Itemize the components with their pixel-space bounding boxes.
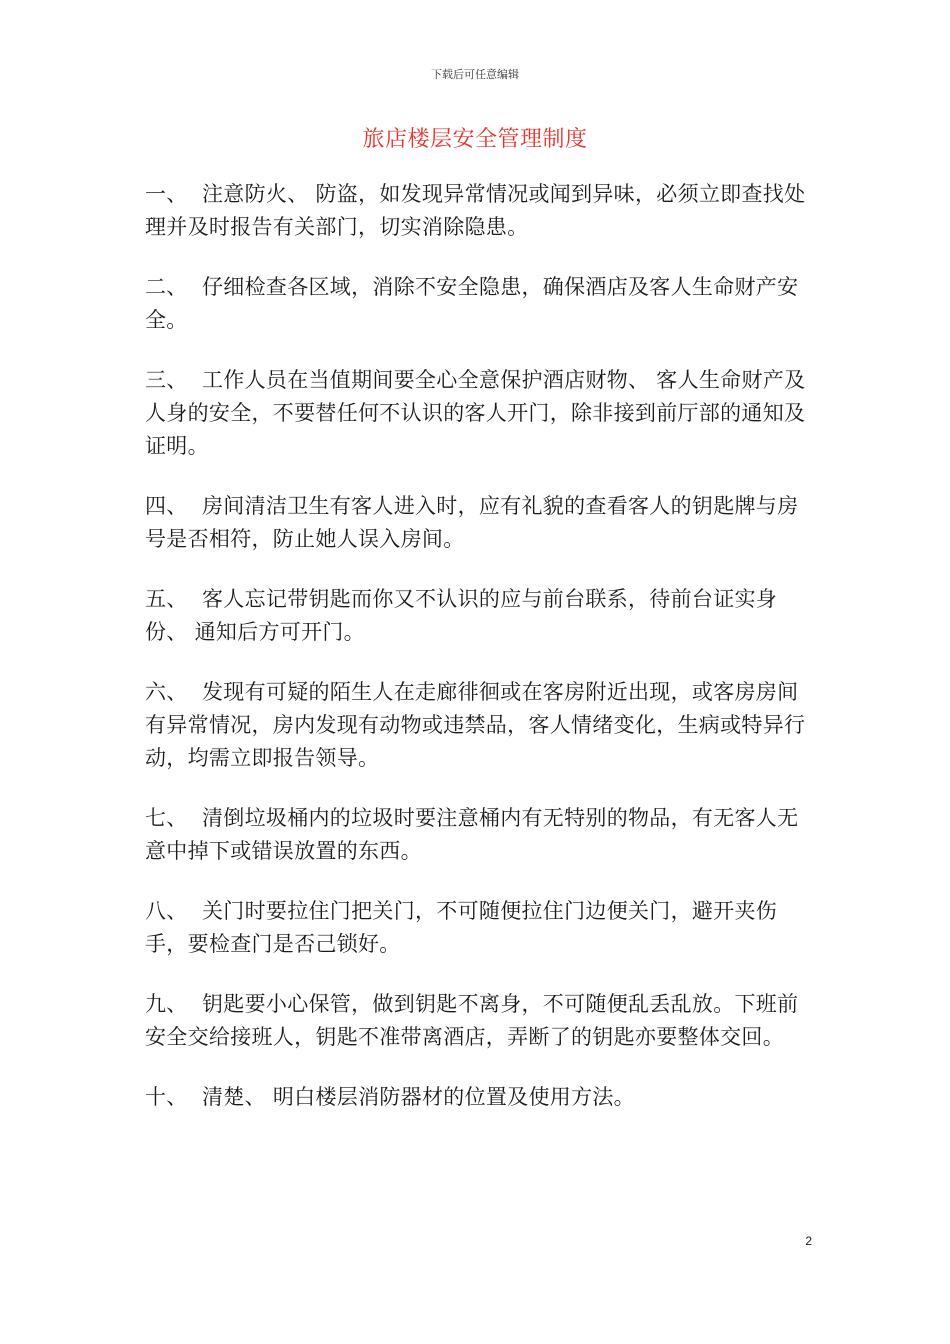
rule-number: 四、	[145, 494, 188, 518]
rule-text: 客人忘记带钥匙而你又不认识的应与前台联系，待前台证实身份、 通知后方可开门。	[145, 587, 778, 644]
rule-item	[145, 676, 810, 775]
header-note: 下载后可任意编辑	[431, 68, 519, 81]
rule-number: 八、	[145, 899, 188, 923]
rule-item	[145, 802, 810, 868]
document-title: 旅店楼层安全管理制度	[362, 127, 588, 152]
rule-item	[145, 178, 810, 244]
page-number: 2	[805, 1234, 812, 1248]
rule-item	[145, 583, 810, 649]
rule-number: 六、	[145, 680, 188, 704]
rule-item	[145, 988, 810, 1054]
rule-number: 九、	[145, 992, 188, 1016]
rule-item	[145, 895, 810, 961]
rule-item	[145, 490, 810, 556]
rule-item	[145, 1081, 810, 1114]
rule-text: 注意防火、 防盗，如发现异常情况或闻到异味，必须立即查找处理并及时报告有关部门，切实消除隐患。	[145, 182, 806, 239]
rule-number: 十、	[145, 1085, 188, 1109]
rule-text: 房间清洁卫生有客人进入时，应有礼貌的查看客人的钥匙牌与房号是否相符，防止她人误入房间。	[145, 494, 799, 551]
rule-item	[145, 271, 810, 337]
rule-text: 仔细检查各区域，消除不安全隐患，确保酒店及客人生命财产安全。	[145, 275, 799, 332]
rule-number: 五、	[145, 587, 188, 611]
rule-number: 七、	[145, 806, 188, 830]
rule-text: 清楚、 明白楼层消防器材的位置及使用方法。	[202, 1085, 635, 1109]
rule-number: 一、	[145, 182, 188, 206]
rule-text: 钥匙要小心保管，做到钥匙不离身，不可随便乱丢乱放。下班前安全交给接班人，钥匙不准带离酒店，弄断了的钥匙亦要整体交回。	[145, 992, 799, 1049]
rule-text: 发现有可疑的陌生人在走廊徘徊或在客房附近出现，或客房房间有异常情况，房内发现有动物或违禁品，客人情绪变化，生病或特异行动，均需立即报告领导。	[145, 680, 806, 770]
rule-text: 工作人员在当值期间要全心全意保护酒店财物、 客人生命财产及人身的安全，不要替任何不认识的客人开门，除非接到前厅部的通知及证明。	[145, 368, 806, 458]
rule-text: 清倒垃圾桶内的垃圾时要注意桶内有无特别的物品，有无客人无意中掉下或错误放置的东西。	[145, 806, 799, 863]
rule-number: 三、	[145, 368, 188, 392]
rule-number: 二、	[145, 275, 188, 299]
rule-text: 关门时要拉住门把关门，不可随便拉住门边便关门，避开夹伤手，要检查门是否己锁好。	[145, 899, 778, 956]
rules-list	[145, 178, 810, 1141]
rule-item	[145, 364, 810, 463]
